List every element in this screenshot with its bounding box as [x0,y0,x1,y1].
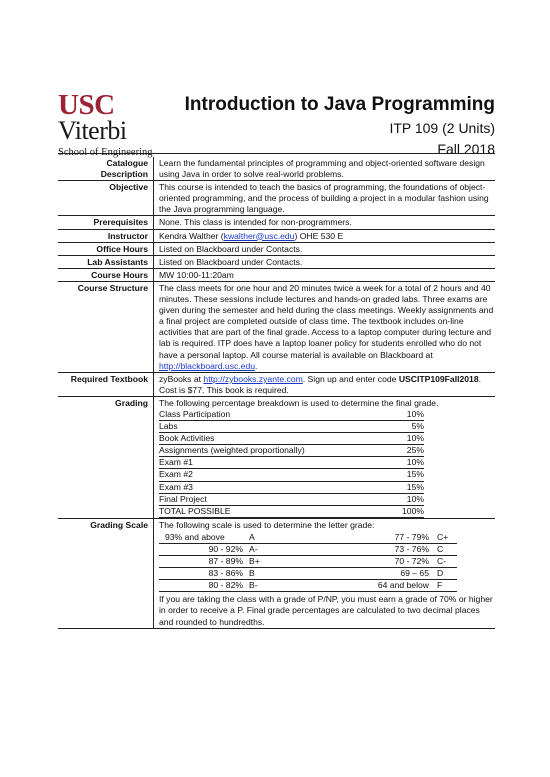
grading-total-row [159,505,424,517]
blackboard-link[interactable]: http://blackboard.usc.edu [159,360,256,371]
header-rule [58,153,495,154]
grading-row [159,493,424,505]
grading-item-name: Class Participation [159,409,389,421]
row-instructor [58,229,495,242]
label-catalogue [58,157,154,181]
instructor-office: ) OHE 530 E [294,230,344,241]
grading-row [159,469,424,481]
grading-item-name: Labs [159,421,389,433]
course-header [185,93,495,160]
row-course-structure [58,281,495,372]
course-units: ITP 109 (2 Units) [389,120,495,136]
grading-breakdown-table [159,409,424,518]
scale-row [159,544,457,556]
row-lab-assistants [58,255,495,268]
grading-intro: The following percentage breakdown is used to determine the final grade. [159,397,439,408]
instructor-email-link[interactable]: kwalther@usc.edu [223,230,295,241]
grading-item-pct: 10% [389,409,424,421]
value-office-hours: Listed on Blackboard under Contacts. [154,242,496,255]
row-grading-scale [58,518,495,628]
logo-usc: USC [58,89,115,121]
scale-range: 69 – 65 [319,568,437,580]
label-grading: Grading [58,396,154,518]
scale-row [159,556,457,568]
row-catalogue [58,157,495,181]
grading-total-label: TOTAL POSSIBLE [159,505,389,517]
scale-grade: C [437,544,457,556]
grading-row [159,481,424,493]
grading-item-name: Book Activities [159,433,389,445]
scale-row [159,568,457,580]
textbook-middle: . Sign up and enter code [302,373,399,384]
textbook-prefix: zyBooks at [159,373,204,384]
scale-grade: C+ [437,532,457,544]
scale-range: 93% and above [159,532,249,544]
textbook-suffix: . [478,373,481,384]
course-info-table [58,157,495,629]
label-course-structure: Course Structure [58,281,154,372]
value-prerequisites: None. This class is intended for non-programmers. [154,216,496,229]
value-instructor [154,229,496,242]
value-textbook [154,372,496,396]
scale-grade: D [437,568,457,580]
label-course-hours: Course Hours [58,268,154,281]
row-prerequisites [58,216,495,229]
value-grading [154,396,496,518]
row-course-hours [58,268,495,281]
label-lab-assistants: Lab Assistants [58,255,154,268]
grading-item-pct: 25% [389,445,424,457]
instructor-name: Kendra Walther ( [159,230,224,241]
label-prerequisites: Prerequisites [58,216,154,229]
grading-item-pct: 10% [389,433,424,445]
row-grading [58,396,495,518]
textbook-code: USCITP109Fall2018 [398,373,479,384]
grading-item-pct: 15% [389,469,424,481]
label-instructor: Instructor [58,229,154,242]
course-title: Introduction to Java Programming [184,94,495,115]
grading-item-name: Final Project [159,493,389,505]
scale-range: 87 - 89% [159,556,249,568]
grading-item-name: Exam #2 [159,469,389,481]
grading-item-pct: 10% [389,457,424,469]
course-term: Fall 2018 [437,141,495,157]
grading-scale-intro: The following scale is used to determine the letter grade: [159,519,375,530]
label-office-hours: Office Hours [58,242,154,255]
scale-range: 80 - 82% [159,580,249,592]
scale-row [159,580,457,592]
logo-school: School of Engineering [58,147,153,158]
label-catalogue-line1: Catalogue [106,158,148,168]
grading-scale-note: If you are taking the class with a grade of P/NP, you must earn a grade of 70% or higher in order to receive a P. Final grade percentages are calculated to two decimal places and rounded to hundredths. [159,594,493,627]
row-textbook [58,372,495,396]
usc-viterbi-logo [58,89,178,160]
scale-range: 77 - 79% [319,532,437,544]
value-course-hours: MW 10:00-11:20am [154,268,496,281]
grading-row [159,433,424,445]
course-structure-end: . [255,360,258,371]
scale-range: 64 and below [319,580,437,592]
value-course-structure [154,281,496,372]
scale-grade: C- [437,556,457,568]
scale-grade: B- [249,580,319,592]
row-office-hours [58,242,495,255]
label-grading-scale: Grading Scale [58,518,154,628]
scale-grade: A [249,532,319,544]
grading-scale-table [159,532,457,592]
scale-grade: F [437,580,457,592]
row-objective [58,181,495,216]
course-structure-text: The class meets for one hour and 20 minutes twice a week for a total of 2 hours and 40 minutes. These sessions include lectures and hands-on graded labs. Three exams are given during the semester and held during the class meetings. Weekly assignments and a final project are completed outside of class time. The textbook includes on-line activities that are part of the final grade. Access to a laptop computer during lecture and lab is required. ITP does have a laptop loaner policy for students enrolled who do not have a personal laptop. All course material is available on Blackboard at [159,282,494,360]
textbook-cost: Cost is $77. This book is required. [159,384,289,395]
grading-total-pct: 100% [389,505,424,517]
scale-grade: B [249,568,319,580]
grading-row [159,445,424,457]
value-objective: This course is intended to teach the basics of programming, the foundations of object-oriented programming, and the process of building a project in a modular fashion using the Java programming language. [154,181,496,216]
value-grading-scale [154,518,496,628]
scale-range: 70 - 72% [319,556,437,568]
grading-item-pct: 10% [389,493,424,505]
value-lab-assistants: Listed on Blackboard under Contacts. [154,255,496,268]
grading-item-name: Exam #1 [159,457,389,469]
grading-item-name: Exam #3 [159,481,389,493]
scale-range: 73 - 76% [319,544,437,556]
grading-item-name: Assignments (weighted proportionally) [159,445,389,457]
grading-row [159,409,424,421]
logo-viterbi: Viterbi [58,116,127,145]
grading-item-pct: 15% [389,481,424,493]
grading-row [159,457,424,469]
scale-range: 83 - 86% [159,568,249,580]
scale-grade: A- [249,544,319,556]
label-catalogue-line2: Description [100,169,148,180]
scale-row [159,532,457,544]
scale-range: 90 - 92% [159,544,249,556]
grading-row [159,421,424,433]
value-catalogue: Learn the fundamental principles of programming and object-oriented software design using Java in order to solve real-world problems. [154,157,496,181]
zybooks-link[interactable]: http://zybooks.zyante.com [203,373,303,384]
label-textbook: Required Textbook [58,372,154,396]
label-objective: Objective [58,181,154,216]
grading-item-pct: 5% [389,421,424,433]
scale-grade: B+ [249,556,319,568]
